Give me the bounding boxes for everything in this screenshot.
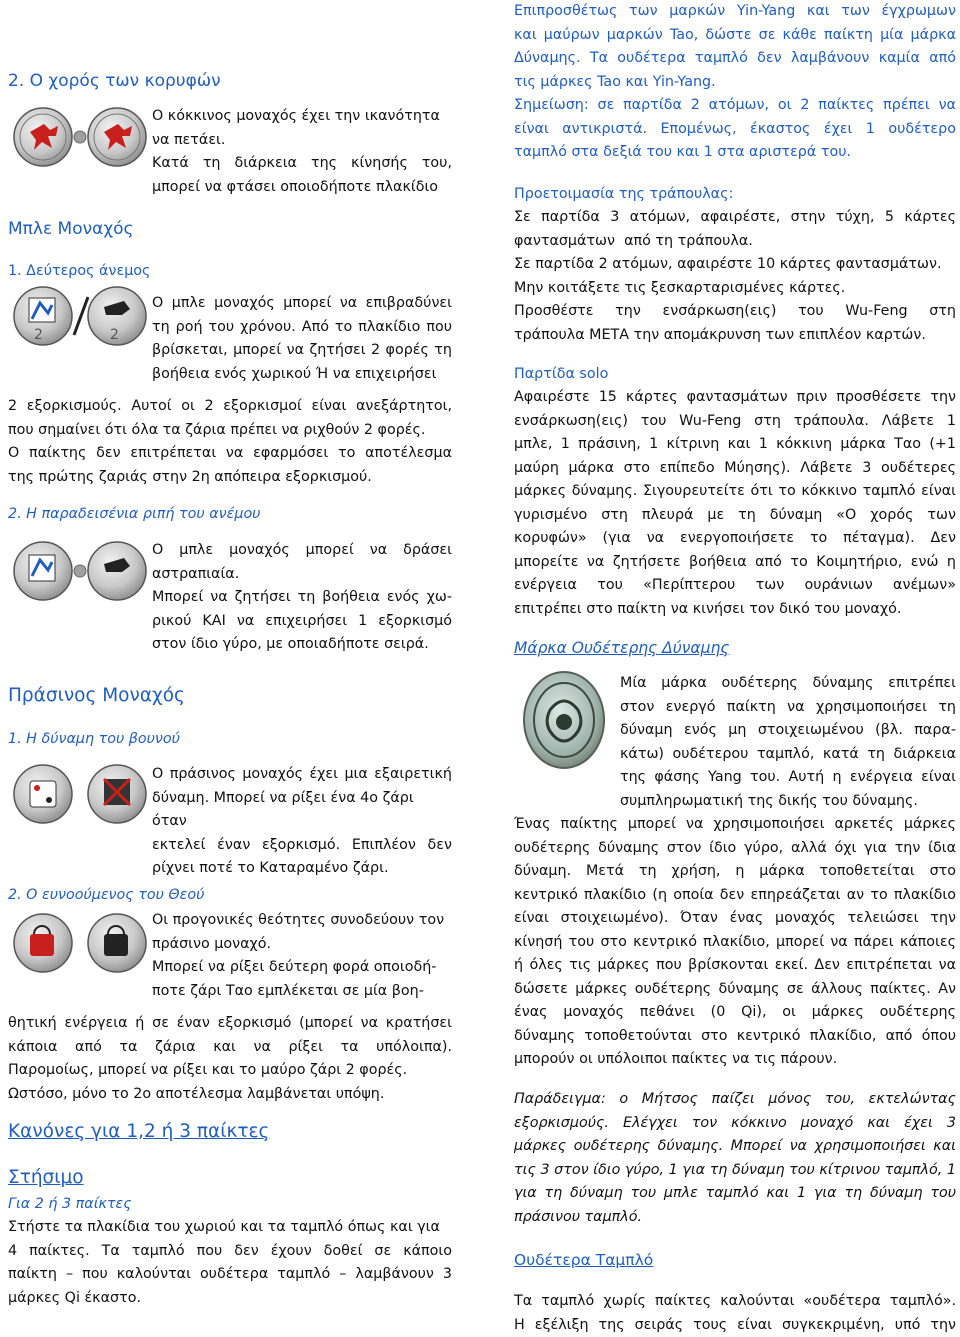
- setup-title: Στήσιμο: [8, 1166, 84, 1190]
- text-line: μπορείτε να ζητήσετε βοήθεια από το Κοιμητήριο, ενώ η: [514, 551, 956, 575]
- text-line: Μπορεί να ζητήσει τη βοήθεια ενός χω-: [152, 586, 452, 610]
- text-line: μάρκες Qi έκαστο.: [8, 1287, 452, 1311]
- gods-favorite-title: 2. Ο ευνοούμενος του Θεού: [8, 884, 204, 908]
- setup-continued-text: [514, 0, 956, 165]
- text-line: βοήθεια ενός χωρικού Ή να επιχειρήσει: [152, 363, 452, 387]
- text-line: φαντασμάτων από τη τράπουλα.: [514, 230, 956, 254]
- text-line: μαύρη μάρκα στο επίπεδο Μύησης). Λάβετε 3 ουδέτερες: [514, 457, 956, 481]
- text-line: Ο παίκτης δεν επιτρέπεται να εφαρμόσει το αποτέλεσμα: [8, 442, 452, 466]
- neutral-boards-title: Ουδέτερα Ταμπλό: [514, 1249, 653, 1273]
- text-line: Παράδειγμα: ο Μήτσος παίζει μόνος του, εκτελώντας: [514, 1088, 956, 1112]
- blue-monk-title: Μπλε Μοναχός: [8, 218, 134, 242]
- mountain-strength-title: 1. Η δύναμη του βουνού: [8, 728, 180, 752]
- text-line: ρίχνει ποτέ το Καταραμένο ζάρι.: [152, 857, 452, 881]
- text-line: Σε παρτίδα 3 ατόμων, αφαιρέστε, στην τύχη, 5 κάρτες: [514, 206, 956, 230]
- text-line: Σημείωση: σε παρτίδα 2 ατόμων, οι 2 παίκτες πρέπει να: [514, 94, 956, 118]
- text-line: τη ροή του χρόνου. Από το πλακίδιο που: [152, 316, 452, 340]
- green-monk-favorite-icon: [12, 912, 150, 974]
- text-line: ενσάρκωση(εις) του Wu-Feng στη τράπουλα. Λάβετε 1: [514, 410, 956, 434]
- blue-monk-second-wind-icon: [12, 285, 150, 347]
- neutral-token-text-full: [514, 813, 956, 1072]
- gods-favorite-text: [152, 909, 452, 1003]
- text-line: ή όλες τις μάρκες που βρίσκονται εκεί. Δεν επιτρέπεται να: [514, 954, 956, 978]
- text-line: 2 εξορκισμούς. Αυτοί οι 2 εξορκισμοί είναι ανεξάρτητοι,: [8, 395, 452, 419]
- text-line: κεντρικό πλακίδιο (η οποία δεν επηρεάζεται αν το πλακίδιο: [514, 884, 956, 908]
- gods-favorite-text-full: [8, 1012, 452, 1106]
- rules-1-2-3-players-title: Κανόνες για 1,2 ή 3 παίκτες: [8, 1120, 269, 1144]
- text-line: τράπουλα ΜΕΤΑ την απομάκρυνση των επιπλέον καρτών.: [514, 324, 956, 348]
- svg-text:2: 2: [110, 327, 119, 343]
- text-line: Δύναμης. Τα ουδέτερα ταμπλό δεν λαμβάνουν καμία από: [514, 47, 956, 71]
- text-line: για τη δύναμη του μπλε ταμπλό και 1 για τη δύναμη του: [514, 1182, 956, 1206]
- mountain-strength-text: [152, 763, 452, 881]
- text-line: της πρώτης ζαριάς στην 2η απόπειρα εξορκισμού.: [8, 466, 452, 490]
- deck-prep-text: [514, 206, 956, 347]
- text-line: ρικού ΚΑΙ να επιχειρήσει 1 εξορκισμό: [152, 610, 452, 634]
- text-line: που σημαίνει ότι όλα τα ζάρια πρέπει να ριχθούν 2 φορές.: [8, 419, 452, 443]
- text-line: είναι αντικριστά. Επομένως, έκαστος έχει 1 ουδέτερο: [514, 118, 956, 142]
- text-line: γυρισμένο στη πλευρά με τη δύναμη «Ο χορός των: [514, 504, 956, 528]
- text-line: δύναμη. Μετά τη χρήση, η μάρκα τοποθετείται στο: [514, 860, 956, 884]
- text-line: εξορκισμούς. Ελέγχει τον κόκκινο μοναχό και έχει 3: [514, 1112, 956, 1136]
- text-line: Προσθέστε την ενσάρκωση(εις) του Wu-Feng στη: [514, 300, 956, 324]
- text-line: ταμπλό στα δεξιά του και 1 στα αριστερά του.: [514, 141, 956, 165]
- text-line: τις μάρκες Tao και Yin-Yang.: [514, 71, 956, 95]
- second-wind-text-wrap: [152, 292, 452, 386]
- text-line: ουδέτερης δύναμης στον ίδιο γύρο, αλλά όχι για την ίδια: [514, 837, 956, 861]
- text-line: μπορεί να φτάσει οποιοδήποτε πλακίδιο: [152, 176, 452, 200]
- text-line: Οι προγονικές θεότητες συνοδεύουν τον: [152, 909, 452, 933]
- section-title-dance-of-peaks: 2. Ο χορός των κορυφών: [8, 70, 221, 94]
- text-line: βρίσκεται, μπορεί να ζητήσει 2 φορές τη: [152, 339, 452, 363]
- text-line: 4 παίκτες. Τα ταμπλό που δεν έχουν δοθεί σε κάποιο: [8, 1240, 452, 1264]
- second-wind-title: 1. Δεύτερος άνεμος: [8, 260, 150, 284]
- example-text: [514, 1088, 956, 1229]
- text-line: δύναμης τοποθετούνται στο κεντρικό πλακίδιο, από όπου: [514, 1025, 956, 1049]
- green-monk-strength-icon: [12, 763, 150, 825]
- red-monk-power-icon: [12, 106, 150, 168]
- dance-of-peaks-text: [152, 105, 452, 199]
- svg-text:2: 2: [34, 327, 43, 343]
- deck-prep-title: Προετοιμασία της τράπουλας:: [514, 183, 733, 207]
- text-line: και μαύρων μαρκών Tao, δώστε σε κάθε παίκτη μία μάρκα: [514, 24, 956, 48]
- text-line: στον ίδιο γύρο, με οποιαδήποτε σειρά.: [152, 633, 452, 657]
- text-line: Μπορεί να ρίξει δεύτερη φορά οποιοδή-: [152, 956, 452, 980]
- text-line: θητική ενέργεια ή σε έναν εξορκισμό (μπορεί να κρατήσει: [8, 1012, 452, 1036]
- neutral-boards-text: [514, 1290, 956, 1337]
- text-line: παίκτη – που καλούνται ουδέτερα ταμπλό – λαμβάνουν 3: [8, 1263, 452, 1287]
- heavenly-gust-title: 2. Η παραδεισένια ριπή του ανέμου: [8, 503, 260, 527]
- text-line: να πετάει.: [152, 129, 452, 153]
- text-line: επιτρέπει στο παίκτη να κινήσει τον δικό του μοναχό.: [514, 598, 956, 622]
- text-line: Ο πράσινος μοναχός έχει μια εξαιρετική: [152, 763, 452, 787]
- text-line: Κατά τη διάρκεια της κίνησής του,: [152, 152, 452, 176]
- text-line: είναι στοιχειωμένο). Όταν ένας μοναχός τελειώσει την: [514, 907, 956, 931]
- solo-game-text: [514, 386, 956, 621]
- text-line: Η εξέλιξη της σειράς τους είναι συγκεκριμένη, υπό την: [514, 1314, 956, 1337]
- text-line: κορυφών» (για να ενεργοποιήσετε το πέταγμα). Δεν: [514, 527, 956, 551]
- second-wind-text-full: [8, 395, 452, 489]
- text-line: της φάσης Yang του. Αυτή η ενέργεια είναι: [620, 766, 956, 790]
- text-line: τις 3 στον ίδιο γύρο, 1 για τη δύναμη του κίτρινου ταμπλό, 1: [514, 1159, 956, 1183]
- text-line: Επιπροσθέτως των μαρκών Yin-Yang και των έγχρωμων: [514, 0, 956, 24]
- setup-text: [8, 1216, 452, 1310]
- text-line: Μην κοιτάξετε τις ξεσκαρταρισμένες κάρτες.: [514, 277, 956, 301]
- heavenly-gust-text: [152, 539, 452, 657]
- text-line: πράσινου ταμπλό.: [514, 1206, 956, 1230]
- solo-game-title: Παρτίδα solo: [514, 363, 608, 387]
- text-line: δύναμη ενός μη στοιχειωμένου (βλ. παρα-: [620, 719, 956, 743]
- blue-monk-gust-icon: [12, 540, 150, 602]
- text-line: Αφαιρέστε 15 κάρτες φαντασμάτων πριν προσθέσετε την: [514, 386, 956, 410]
- text-line: ένας μοναχός πεθάνει (0 Qi), οι μάρκες ουδέτερης: [514, 1001, 956, 1025]
- text-line: ποτε ζάρι Ταο εμπλέκεται σε μία βοη-: [152, 980, 452, 1004]
- text-line: στον ενεργό παίκτη να χρησιμοποιήσει τη: [620, 696, 956, 720]
- text-line: Τα ταμπλό χωρίς παίκτες καλούνται «ουδέτερα ταμπλό».: [514, 1290, 956, 1314]
- text-line: κάτω) ουδέτερου ταμπλό, κατά τη διάρκεια: [620, 743, 956, 767]
- neutral-power-token-title: Μάρκα Ουδέτερης Δύναμης: [514, 637, 729, 661]
- text-line: μπλε, 1 πράσινη, 1 κίτρινη και 1 κόκκινη μάρκα Ταο (+1: [514, 433, 956, 457]
- text-line: Μία μάρκα ουδέτερης δύναμης επιτρέπει: [620, 672, 956, 696]
- text-line: εκτελεί έναν εξορκισμό. Επιπλέον δεν: [152, 834, 452, 858]
- text-line: Σε παρτίδα 2 ατόμων, αφαιρέστε 10 κάρτες φαντασμάτων.: [514, 253, 956, 277]
- text-line: κάποια από τα ζάρια και να ρίξει τα υπόλοιπα).: [8, 1036, 452, 1060]
- text-line: μπορούν οι υπόλοιποι παίκτες να τις πάρουν.: [514, 1048, 956, 1072]
- text-line: κίνησή του στο κεντρικό πλακίδιο, μπορεί να πάρει κάποιες: [514, 931, 956, 955]
- text-line: δώσετε μάρκες ουδέτερης δύναμης σε άλλους παίκτες. Αν: [514, 978, 956, 1002]
- text-line: ενέργεια του «Περίπτερου των ουράνιων ανέμων»: [514, 574, 956, 598]
- text-line: Ο μπλε μοναχός μπορεί να δράσει: [152, 539, 452, 563]
- text-line: Παρομοίως, μπορεί να ρίξει και το μαύρο ζάρι 2 φορές.: [8, 1059, 452, 1083]
- text-line: Ένας παίκτης μπορεί να χρησιμοποιήσει αρκετές μάρκες: [514, 813, 956, 837]
- text-line: πράσινο μοναχό.: [152, 933, 452, 957]
- setup-subtitle: Για 2 ή 3 παίκτες: [8, 1193, 132, 1217]
- neutral-token-text-wrap: [620, 672, 956, 813]
- text-line: Ωστόσο, μόνο το 2ο αποτέλεσμα λαμβάνεται υπόψη.: [8, 1083, 452, 1107]
- text-line: συμπληρωματική της δικής του δύναμης.: [620, 790, 956, 814]
- green-monk-title: Πράσινος Μοναχός: [8, 684, 185, 708]
- text-line: Στήστε τα πλακίδια του χωριού και τα ταμπλό όπως και για: [8, 1216, 452, 1240]
- text-line: Ο μπλε μοναχός μπορεί να επιβραδύνει: [152, 292, 452, 316]
- neutral-power-token-icon: [520, 668, 608, 772]
- text-line: αστραπιαία.: [152, 563, 452, 587]
- text-line: Ο κόκκινος μοναχός έχει την ικανότητα: [152, 105, 452, 129]
- text-line: δύναμη. Μπορεί να ρίξει ένα 4ο ζάρι όταν: [152, 787, 452, 834]
- text-line: μάρκες ουδέτερης δύναμης. Μπορεί να χρησιμοποιήσει και: [514, 1135, 956, 1159]
- text-line: μάρκες δύναμης. Σιγουρευτείτε ότι το κόκκινο ταμπλό είναι: [514, 480, 956, 504]
